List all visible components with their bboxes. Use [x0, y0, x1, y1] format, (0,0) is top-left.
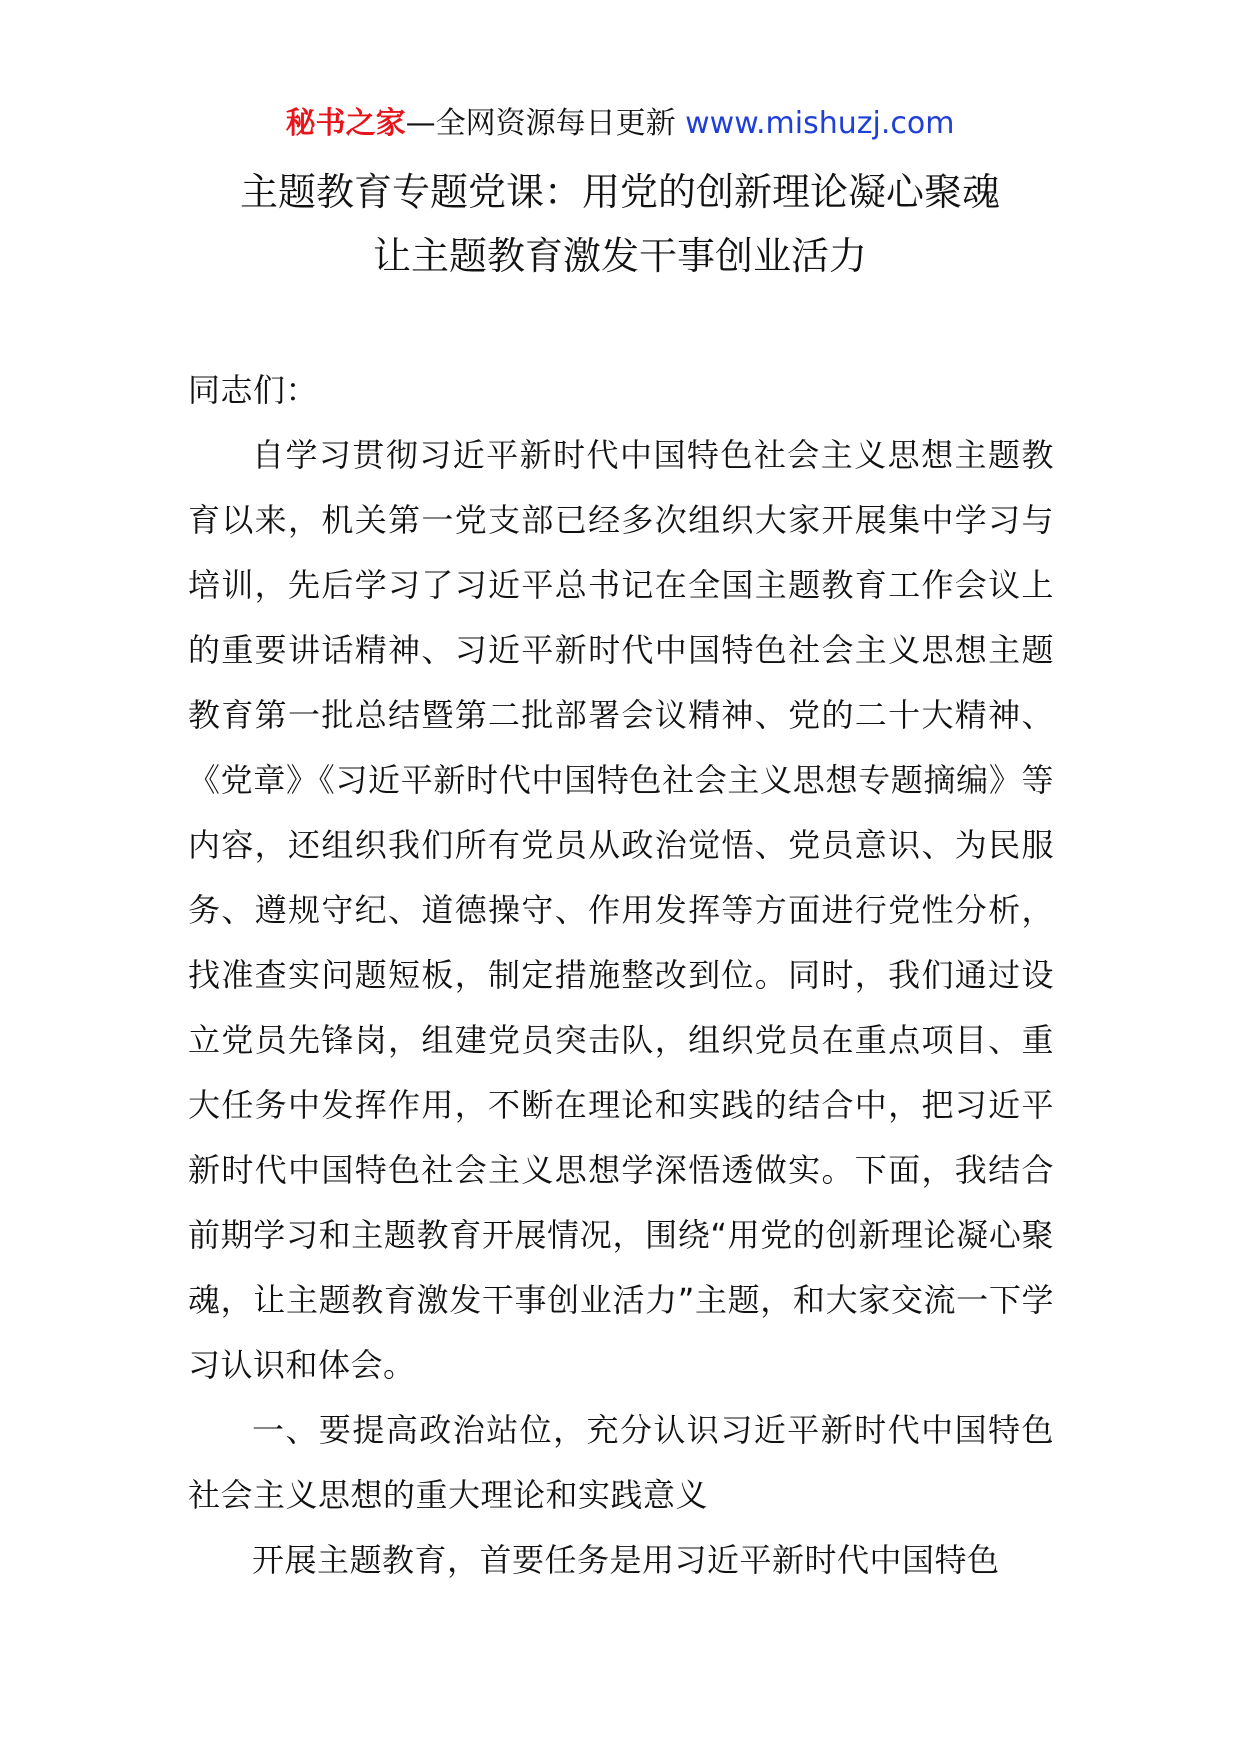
- site-header: [0, 98, 1240, 150]
- paragraph-intro: 自学习贯彻习近平新时代中国特色社会主义思想主题教育以来，机关第一党支部已经多次组织大家开展集中学习与培训，先后学习了习近平总书记在全国主题教育工作会议上的重要讲话精神、习近平新时代中国特色社会主义思想主题教育第一批总结暨第二批部署会议精神、党的二十大精神、《党章》《习近平新时代中国特色社会主义思想专题摘编》等内容，还组织我们所有党员从政治觉悟、党员意识、为民服务、遵规守纪、道德操守、作用发挥等方面进行党性分析，找准查实问题短板，制定措施整改到位。同时，我们通过设立党员先锋岗，组建党员突击队，组织党员在重点项目、重大任务中发挥作用，不断在理论和实践的结合中，把习近平新时代中国特色社会主义思想学深悟透做实。下面，我结合前期学习和主题教育开展情况，围绕“用党的创新理论凝心聚魂，让主题教育激发干事创业活力”主题，和大家交流一下学习认识和体会。: [188, 436, 1054, 1384]
- brand-name: 秘书之家: [285, 106, 406, 141]
- title-line-1: 主题教育专题党课：用党的创新理论凝心聚魂: [239, 170, 1000, 214]
- site-url-link[interactable]: www.mishuzj.com: [685, 106, 955, 141]
- section-heading-1: 一、要提高政治站位，充分认识习近平新时代中国特色社会主义思想的重大理论和实践意义: [188, 1411, 1054, 1514]
- document-body: [188, 358, 1054, 1593]
- paragraph-section-1: 开展主题教育，首要任务是用习近平新时代中国特色: [252, 1541, 1000, 1579]
- header-tagline: —全网资源每日更新: [405, 106, 686, 141]
- title-line-2: 让主题教育激发干事创业活力: [372, 234, 867, 278]
- salutation: 同志们：: [188, 371, 319, 409]
- document-title: [0, 160, 1240, 288]
